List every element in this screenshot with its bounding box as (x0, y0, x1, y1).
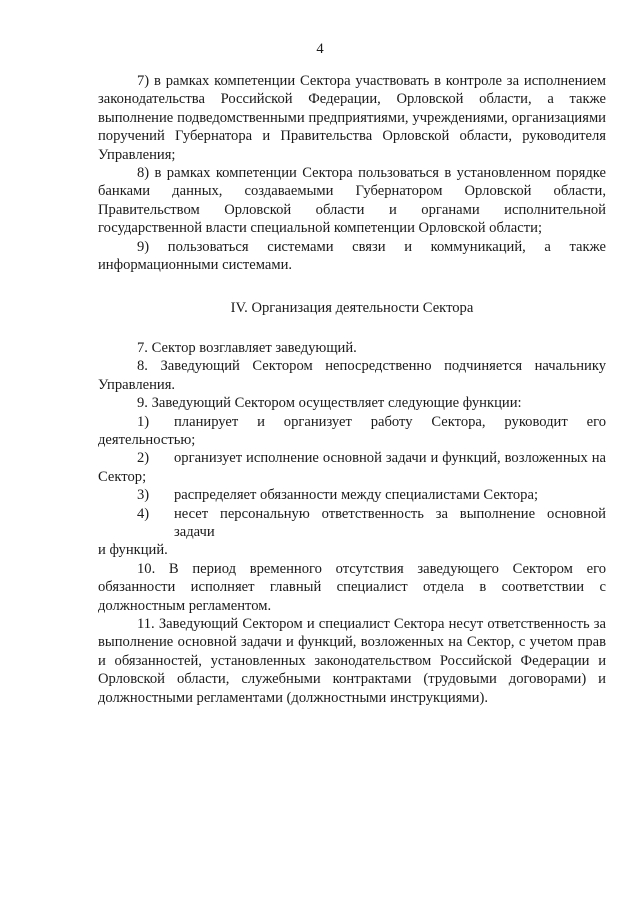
function-text: распределяет обязанности между специалистами Сектора; (174, 487, 539, 504)
function-item-1 (98, 413, 606, 450)
function-number: 2) (137, 450, 150, 467)
paragraph-11: 11. Заведующий Сектором и специалист Сектора несут ответственность за выполнение основной задачи и функций, возложенных на Сектор, с учетом прав и обязанностей, установленных законодательством Российской Федерации и Орловской области, служебными контрактами (трудовыми договорами) и должностными регламентами (должностными инструкциями). (98, 615, 606, 706)
function-text-continued: Сектор; (98, 468, 147, 485)
page-number: 4 (316, 41, 324, 57)
paragraph-7: 7. Сектор возглавляет заведующий. (137, 339, 357, 356)
function-text: организует исполнение основной задачи и функций, возложенных на (174, 450, 606, 467)
rights-item-7: 7) в рамках компетенции Сектора участвовать в контроле за исполнением законодательства Российской Федерации, Орловской области, а также выполнение подведомственными предприятиями, учреждениями, организациями поручений Губернатора и Правительства Орловской области, руководителя Управления; (98, 73, 606, 163)
function-text-continued: деятельностью; (98, 431, 196, 448)
function-number: 4) (137, 505, 150, 522)
function-item-3 (98, 486, 606, 504)
rights-item-9: 9) пользоваться системами связи и коммуникаций, а также информационными системами. (98, 238, 606, 274)
section-heading: IV. Организация деятельности Сектора (230, 300, 474, 317)
function-item-4 (98, 505, 606, 560)
function-item-2 (98, 449, 606, 486)
paragraph-8: 8. Заведующий Сектором непосредственно подчиняется начальнику Управления. (98, 358, 606, 393)
document-body (98, 72, 606, 707)
paragraph-9: 9. Заведующий Сектором осуществляет следующие функции: (137, 395, 522, 412)
paragraph-10: 10. В период временного отсутствия заведующего Сектором его обязанности исполняет главный специалист отдела в соответствии с должностным регламентом. (98, 560, 606, 614)
rights-item-8: 8) в рамках компетенции Сектора пользоваться в установленном порядке банками данных, создаваемыми Губернатором Орловской области, Правительством Орловской области и органами исполнительной государственной власти специальной компетенции Орловской области; (98, 165, 606, 237)
function-text-continued: и функций. (98, 542, 168, 559)
function-text: несет персональную ответственность за выполнение основной задачи (174, 505, 606, 540)
function-number: 1) (137, 413, 150, 430)
function-text: планирует и организует работу Сектора, руководит его (174, 413, 606, 430)
function-number: 3) (137, 487, 150, 504)
